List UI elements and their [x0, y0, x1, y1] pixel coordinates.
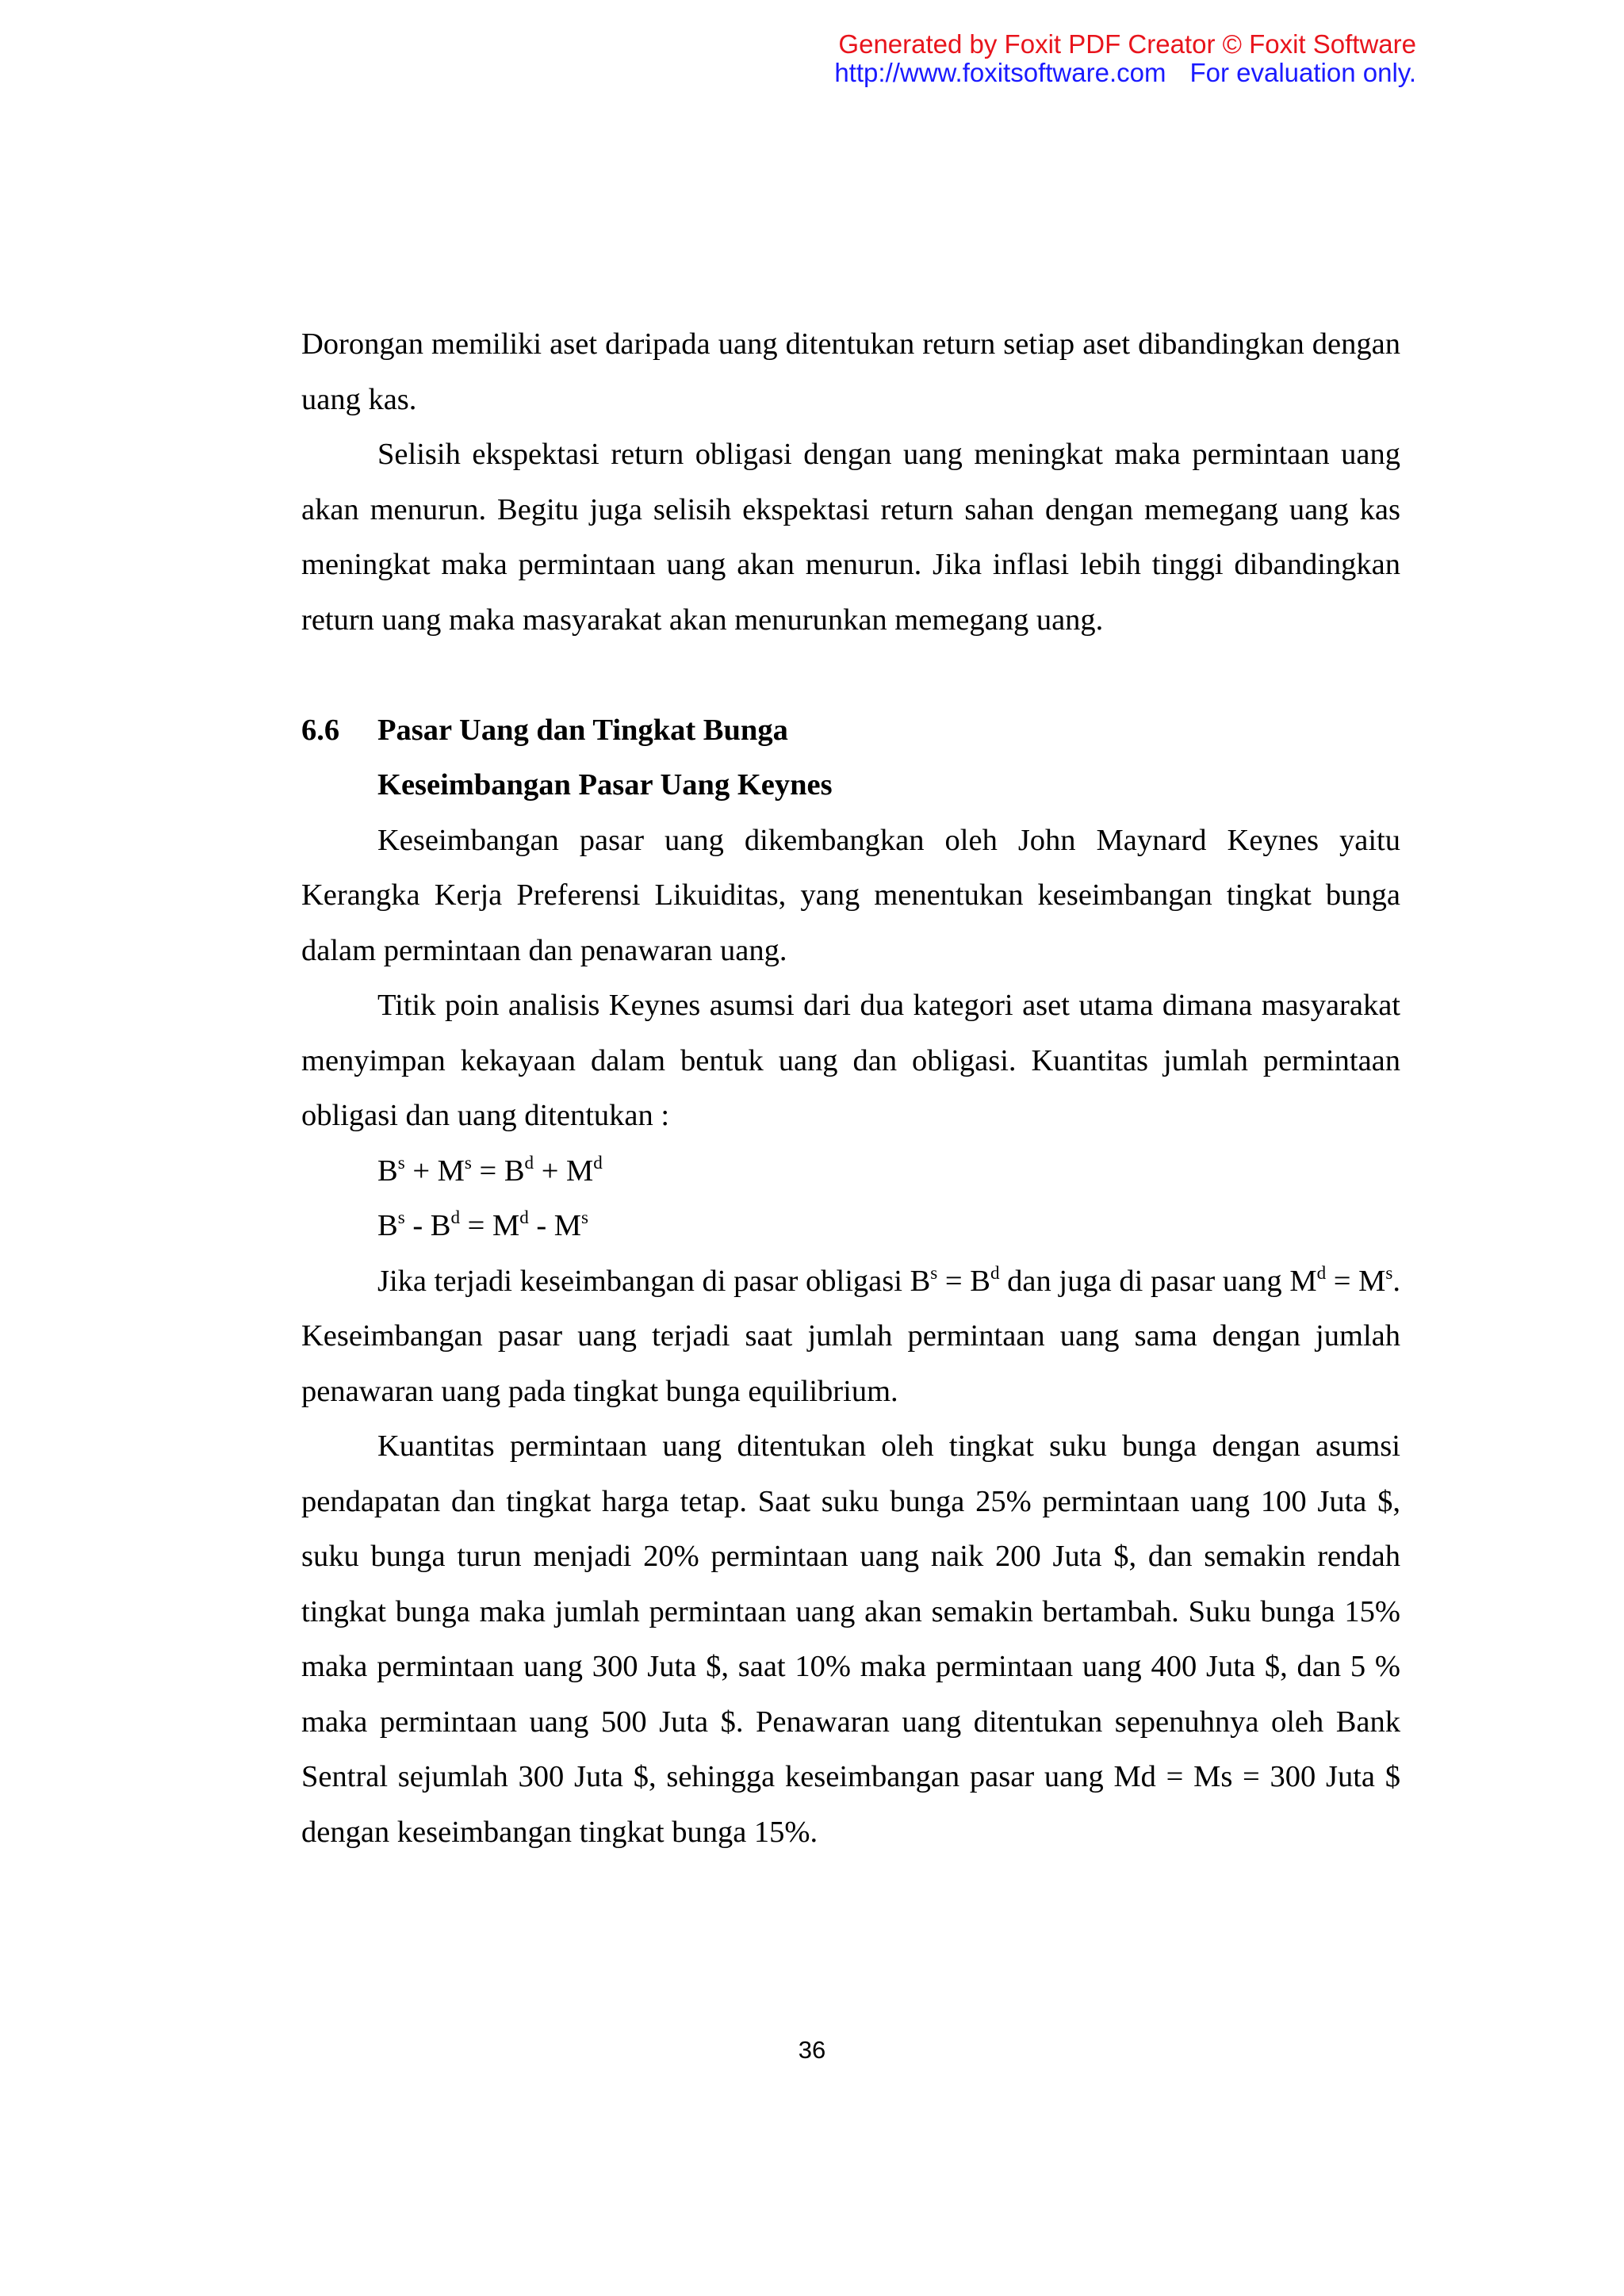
paragraph-4: Titik poin analisis Keynes asumsi dari dua kategori aset utama dimana masyarakat menyimpan kekayaan dalam bentuk uang dan obligasi. Kuantitas jumlah permintaan obligasi dan uang ditentukan : — [301, 989, 1400, 1132]
watermark-line-1: Generated by Foxit PDF Creator © Foxit Software — [838, 29, 1416, 59]
paragraph-1: Dorongan memiliki aset daripada uang ditentukan return setiap aset dibandingkan dengan uang kas. — [301, 327, 1400, 416]
paragraph-5: Jika terjadi keseimbangan di pasar obligasi $B^s = B^d$ dan juga di pasar uang $M^d = M^s$. Keseimbangan pasar uang terjadi saat jumlah permintaan uang sama dengan jumlah penawaran uang pada tingkat bunga equilibrium. — [301, 1261, 1400, 1408]
watermark-url[interactable]: http://www.foxitsoftware.com — [834, 58, 1166, 87]
section-heading — [301, 703, 1400, 759]
paragraph-6: Kuantitas permintaan uang ditentukan oleh tingkat suku bunga dengan asumsi pendapatan dan tingkat harga tetap. Saat suku bunga 25% permintaan uang 100 Juta $, suku bunga turun menjadi 20% permintaan uang naik 200 Juta $, dan semakin rendah tingkat bunga maka jumlah permintaan uang akan semakin bertambah. Suku bunga 15% maka permintaan uang 300 Juta $, saat 10% maka permintaan uang 400 Juta $, dan 5 % maka permintaan uang 500 Juta $. Penawaran uang ditentukan sepenuhnya oleh Bank Sentral sejumlah 300 Juta $, sehingga keseimbangan pasar uang Md = Ms = 300 Juta $ dengan keseimbangan tingkat bunga 15%. — [301, 1429, 1400, 1849]
page-content — [301, 317, 1400, 1860]
section-number: 6.6 — [301, 713, 340, 747]
section-subtitle: Keseimbangan Pasar Uang Keynes — [377, 768, 833, 802]
page-number: 36 — [798, 2036, 826, 2064]
paragraph-3: Keseimbangan pasar uang dikembangkan oleh John Maynard Keynes yaitu Kerangka Kerja Preferensi Likuiditas, yang menentukan keseimbangan tingkat bunga dalam permintaan dan penawaran uang. — [301, 823, 1400, 967]
watermark-note: For evaluation only. — [1189, 58, 1416, 87]
section-title: Pasar Uang dan Tingkat Bunga — [377, 713, 788, 747]
paragraph-2: Selisih ekspektasi return obligasi dengan uang meningkat maka permintaan uang akan menurun. Begitu juga selisih ekspektasi return sahan dengan memegang uang kas meningkat maka permintaan uang akan menurun. Jika inflasi lebih tinggi dibandingkan return uang maka masyarakat akan menurunkan memegang uang. — [301, 438, 1400, 637]
formula-2: $B^s - B^d = M^d - M^s$ — [377, 1207, 589, 1242]
foxit-watermark — [782, 30, 1416, 87]
formula-1: $B^s + M^s = B^d + M^d$ — [377, 1151, 603, 1188]
watermark-line-2 — [782, 59, 1416, 87]
